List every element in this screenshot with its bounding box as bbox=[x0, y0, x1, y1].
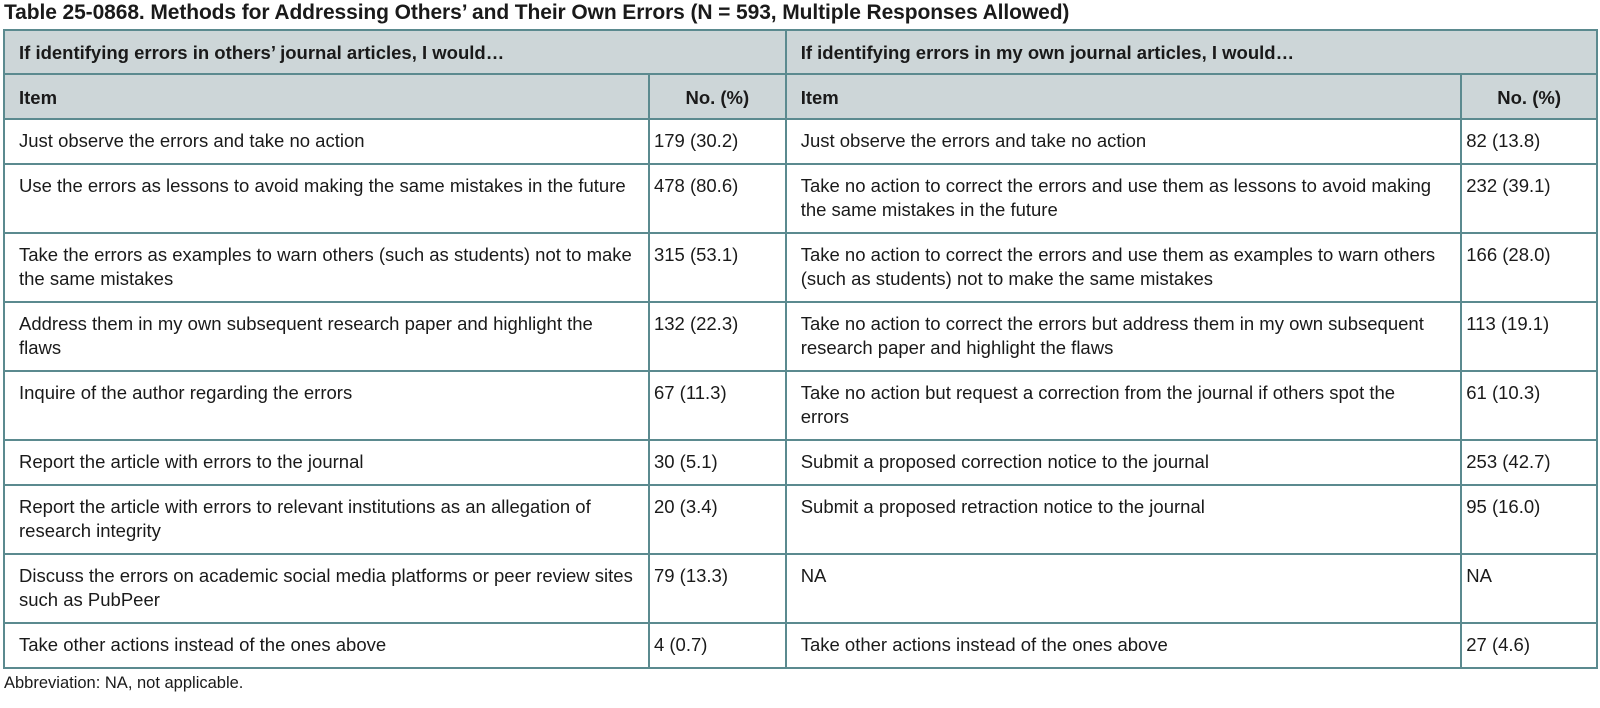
left-item-cell: Just observe the errors and take no action bbox=[4, 119, 649, 164]
left-item-cell: Take the errors as examples to warn others (such as students) not to make the same mistakes bbox=[4, 233, 649, 302]
right-item-cell: Take no action but request a correction from the journal if others spot the errors bbox=[786, 371, 1462, 440]
table-row bbox=[4, 302, 1597, 371]
left-count-cell: 30 (5.1) bbox=[649, 440, 786, 485]
left-count-cell: 4 (0.7) bbox=[649, 623, 786, 668]
right-count-cell: 166 (28.0) bbox=[1461, 233, 1597, 302]
left-count-cell: 132 (22.3) bbox=[649, 302, 786, 371]
right-count-cell: 113 (19.1) bbox=[1461, 302, 1597, 371]
group-header-others: If identifying errors in others’ journal articles, I would… bbox=[4, 30, 786, 74]
right-count-cell: 253 (42.7) bbox=[1461, 440, 1597, 485]
right-count-cell: 61 (10.3) bbox=[1461, 371, 1597, 440]
right-item-cell: NA bbox=[786, 554, 1462, 623]
right-count-cell: 232 (39.1) bbox=[1461, 164, 1597, 233]
right-item-cell: Take no action to correct the errors and use them as examples to warn others (such as students) not to make the same mistakes bbox=[786, 233, 1462, 302]
left-item-cell: Inquire of the author regarding the errors bbox=[4, 371, 649, 440]
table-row bbox=[4, 623, 1597, 668]
column-header-item-right: Item bbox=[786, 74, 1462, 119]
left-item-cell: Report the article with errors to the journal bbox=[4, 440, 649, 485]
table-row bbox=[4, 119, 1597, 164]
table-row bbox=[4, 485, 1597, 554]
left-count-cell: 79 (13.3) bbox=[649, 554, 786, 623]
left-item-cell: Use the errors as lessons to avoid making the same mistakes in the future bbox=[4, 164, 649, 233]
left-item-cell: Discuss the errors on academic social media platforms or peer review sites such as PubPeer bbox=[4, 554, 649, 623]
column-header-row bbox=[4, 74, 1597, 119]
group-header-row bbox=[4, 30, 1597, 74]
left-item-cell: Report the article with errors to relevant institutions as an allegation of research integrity bbox=[4, 485, 649, 554]
right-count-cell: 82 (13.8) bbox=[1461, 119, 1597, 164]
table-row bbox=[4, 371, 1597, 440]
table-row bbox=[4, 233, 1597, 302]
left-count-cell: 315 (53.1) bbox=[649, 233, 786, 302]
left-item-cell: Take other actions instead of the ones above bbox=[4, 623, 649, 668]
right-item-cell: Submit a proposed retraction notice to the journal bbox=[786, 485, 1462, 554]
right-item-cell: Submit a proposed correction notice to the journal bbox=[786, 440, 1462, 485]
right-item-cell: Take no action to correct the errors but address them in my own subsequent research paper and highlight the flaws bbox=[786, 302, 1462, 371]
right-item-cell: Take no action to correct the errors and use them as lessons to avoid making the same mistakes in the future bbox=[786, 164, 1462, 233]
right-count-cell: 95 (16.0) bbox=[1461, 485, 1597, 554]
left-count-cell: 179 (30.2) bbox=[649, 119, 786, 164]
column-header-item-left: Item bbox=[4, 74, 649, 119]
right-count-cell: 27 (4.6) bbox=[1461, 623, 1597, 668]
group-header-own: If identifying errors in my own journal articles, I would… bbox=[786, 30, 1597, 74]
table-footnote: Abbreviation: NA, not applicable. bbox=[4, 674, 244, 692]
left-count-cell: 67 (11.3) bbox=[649, 371, 786, 440]
right-item-cell: Take other actions instead of the ones above bbox=[786, 623, 1462, 668]
left-count-cell: 20 (3.4) bbox=[649, 485, 786, 554]
right-item-cell: Just observe the errors and take no action bbox=[786, 119, 1462, 164]
table-row bbox=[4, 164, 1597, 233]
right-count-cell: NA bbox=[1461, 554, 1597, 623]
left-item-cell: Address them in my own subsequent research paper and highlight the flaws bbox=[4, 302, 649, 371]
table-title: Table 25-0868. Methods for Addressing Others’ and Their Own Errors (N = 593, Multiple Responses Allowed) bbox=[4, 1, 1070, 24]
left-count-cell: 478 (80.6) bbox=[649, 164, 786, 233]
table-row bbox=[4, 440, 1597, 485]
column-header-count-left: No. (%) bbox=[649, 74, 786, 119]
table-row bbox=[4, 554, 1597, 623]
errors-table bbox=[3, 29, 1598, 669]
column-header-count-right: No. (%) bbox=[1461, 74, 1597, 119]
